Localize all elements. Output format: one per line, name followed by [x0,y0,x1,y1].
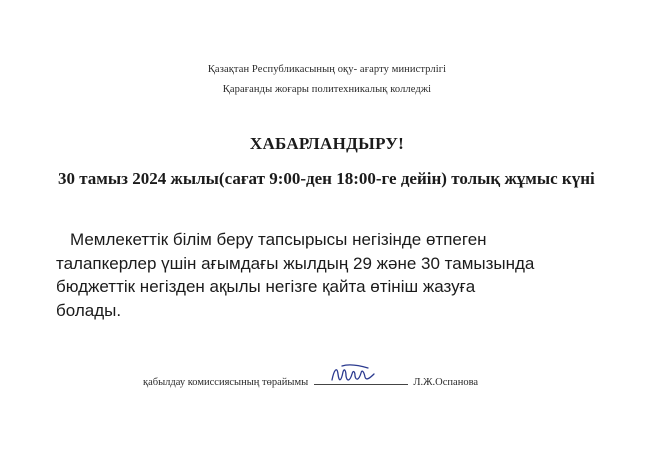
body-line: бюджеттік негізден ақылы негізге қайта өтініш жазуға [56,277,476,296]
college-header: Қарағанды жоғары политехникалық колледжі [222,84,432,95]
signatory-name: Л.Ж.Оспанова [413,377,479,388]
signatory-role: қабылдау комиссиясының төрайымы [143,377,309,388]
handwritten-signature [328,362,384,388]
signature-line [314,374,408,385]
notice-title: ХАБАРЛАНДЫРУ! [249,134,405,153]
notice-body [56,228,616,322]
body-line: Мемлекеттік білім беру тапсырысы негізінде өтпеген [70,230,487,249]
body-line: болады. [56,300,122,320]
signature-row [143,374,478,388]
notice-date-line: 30 тамыз 2024 жылы(сағат 9:00-ден 18:00-ге дейін) толық жұмыс күні [58,169,595,188]
body-line: талапкерлер үшін ағымдағы жылдың 29 және 30 тамызында [56,253,535,273]
ministry-header: Қазақтан Республикасының оқу- ағарту министрлігі [207,64,447,75]
